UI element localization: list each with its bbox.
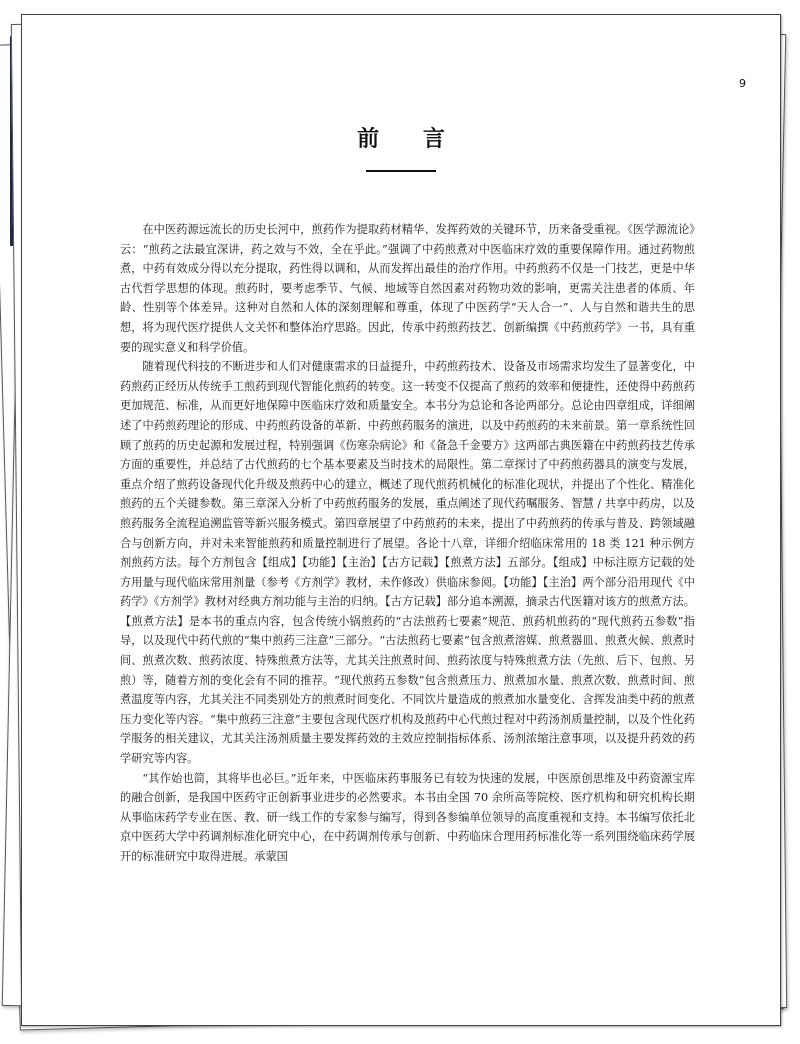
title-underline: [366, 170, 436, 172]
page-number: 9: [739, 77, 746, 90]
paragraph: “其作始也简，其将毕也必巨。”近年来，中医临床药事服务已有较为快速的发展，中医原创思维及中药资源宝库的融合创新，是我国中医药守正创新事业进步的必然要求。本书由全国 70 余所高等院校、医疗机构和研究机构长期从事临床药学专业在医、教、研一线工作的专家参与编写，得到各参编单位领导的高度重视和支持。本书编写依托北京中医药大学中药调剂标准化研究中心，在中药调剂传承与创新、中药临床合理用药标准化等一系列围绕临床药学展开的标准研究中取得进展。承蒙国: [120, 771, 695, 863]
paragraph: 在中医药源远流长的历史长河中，煎药作为提取药材精华、发挥药效的关键环节，历来备受重视。《医学源流论》云：“煎药之法最宜深讲，药之效与不效，全在乎此。”强调了中药煎煮对中医临床疗效的重要保障作用。通过药物煎煮，中药有效成分得以充分提取，药性得以调和，从而发挥出最佳的治疗作用。中药煎药不仅是一门技艺，更是中华古代哲学思想的体现。煎药时，要考虑季节、气候、地域等自然因素对药物功效的影响，更需关注患者的体质、年龄、性别等个体差异。这种对自然和人体的深刻理解和尊重，体现了中医药学“天人合一”、人与自然和谐共生的思想，将为现代医疗提供人文关怀和整体治疗思路。因此，传承中药煎药技艺、创新编撰《中药煎药学》一书，具有重要的现实意义和科学价值。: [120, 223, 695, 354]
paragraph: 随着现代科技的不断进步和人们对健康需求的日益提升，中药煎药技术、设备及市场需求均发生了显著变化，中药煎药正经历从传统手工煎药到现代智能化煎药的转变。这一转变不仅提高了煎药的效率和便捷性，还使得中药煎药更加规范、标准，从而更好地保障中医临床疗效和质量安全。本书分为总论和各论两部分。总论由四章组成，详细阐述了中药煎药理论的形成、中药煎药设备的革新、中药煎药服务的演进，以及中药煎药的未来前景。第一章系统性回顾了煎药的历史起源和发展过程，特别强调《伤寒杂病论》和《备急千金要方》这两部古典医籍在中药煎药技艺传承方面的重要性，并总结了古代煎药的七个基本要素及当时技术的局限性。第二章探讨了中药煎药器具的演变与发展，重点介绍了煎药设备现代化升级及煎药中心的建立，概述了现代煎药机械化的标准化现状，并提出了个性化、精准化煎药的五个关键参数。第三章深入分析了中药煎药服务的发展，重点阐述了现代药嘱服务、智慧 / 共享中药房，以及煎药服务全流程追溯监管等新兴服务模式。第四章展望了中药煎药的未来，提出了中药煎药的传承与普及、跨领域融合与创新方向，并对未来智能煎药和质量控制进行了展望。各论十八章，详细介绍临床常用的 18 类 121 种示例方剂煎药方法。每个方剂包含【组成】【功能】【主治】【古方记载】【煎煮方法】五部分。【组成】中标注原方记载的处方用量与现代临床常用剂量（参考《方剂学》教材，未作修改）供临床参阅。【功能】【主治】两个部分沿用现代《中药学》《方剂学》教材对经典方剂功能与主治的归纳。【古方记载】部分追本溯源，摘录古代医籍对该方的煎煮方法。【煎煮方法】是本书的重点内容，包含传统小锅煎药的“古法煎药七要素”规范、煎药机煎药的“现代煎药五参数”指导，以及现代中药代煎的“集中煎药三注意”三部分。“古法煎药七要素”包含煎煮溶媒、煎煮器皿、煎煮火候、煎煮时间、煎煮次数、煎药浓度、特殊煎煮方法等，尤其关注煎煮时间、煎药浓度与特殊煎煮方法（先煎、后下、包煎、另煎）等，随着方剂的变化会有不同的推荐。“现代煎药五参数”包含煎煮压力、煎煮加水量、煎煮次数、煎煮时间、煎煮温度等内容，尤其关注不同类别处方的煎煮时间变化、不同饮片量造成的煎煮加水量变化、含挥发油类中药的煎煮压力变化等内容。“集中煎药三注意”主要包含现代医疗机构及煎药中心代煎过程对中药汤剂质量控制，以及个性化药学服务的相关建议，尤其关注汤剂质量主要发挥药效的主效应控制指标体系、汤剂浓缩注意事项，以及提升药效的药学研究等内容。: [120, 360, 695, 766]
document-page: [21, 14, 781, 1026]
body-text: [120, 220, 695, 867]
page-title: 前 言: [357, 127, 463, 152]
